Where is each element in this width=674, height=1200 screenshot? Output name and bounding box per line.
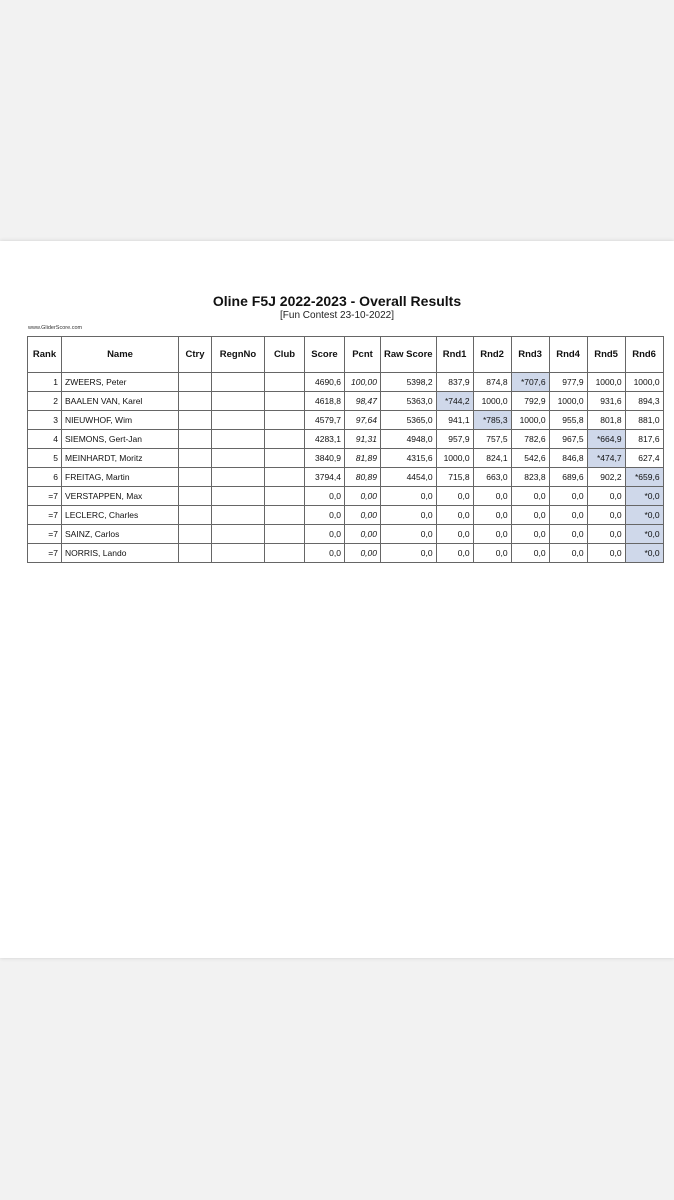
header-row — [28, 337, 664, 373]
round-3-cell: 0,0 — [511, 525, 549, 544]
col-header-rnd2: Rnd2 — [473, 337, 511, 373]
results-table — [27, 336, 664, 563]
table-row — [28, 430, 664, 449]
rank-cell: 6 — [28, 468, 62, 487]
round-1-cell: 715,8 — [436, 468, 473, 487]
round-5-cell: 0,0 — [587, 525, 625, 544]
round-5-cell: 0,0 — [587, 544, 625, 563]
raw-score-cell: 4948,0 — [381, 430, 437, 449]
round-1-cell: 837,9 — [436, 373, 473, 392]
percent-cell: 81,89 — [345, 449, 381, 468]
round-1-cell: 1000,0 — [436, 449, 473, 468]
score-cell: 0,0 — [305, 525, 345, 544]
pilot-name-cell: FREITAG, Martin — [62, 468, 179, 487]
score-cell: 3840,9 — [305, 449, 345, 468]
round-3-cell: 542,6 — [511, 449, 549, 468]
raw-score-cell: 4315,6 — [381, 449, 437, 468]
round-4-cell: 846,8 — [549, 449, 587, 468]
col-header-rank: Rank — [28, 337, 62, 373]
club-cell — [265, 373, 305, 392]
pilot-name-cell: NORRIS, Lando — [62, 544, 179, 563]
round-2-cell: *785,3 — [473, 411, 511, 430]
round-4-cell: 0,0 — [549, 525, 587, 544]
pilot-name-cell: VERSTAPPEN, Max — [62, 487, 179, 506]
round-4-cell: 967,5 — [549, 430, 587, 449]
regn-no-cell — [212, 525, 265, 544]
source-credit: www.GliderScore.com — [28, 325, 83, 331]
round-1-cell: 0,0 — [436, 525, 473, 544]
country-cell — [179, 411, 212, 430]
club-cell — [265, 506, 305, 525]
rank-cell: 1 — [28, 373, 62, 392]
round-2-cell: 0,0 — [473, 506, 511, 525]
col-header-raw-score: Raw Score — [381, 337, 437, 373]
score-cell: 4283,1 — [305, 430, 345, 449]
table-row — [28, 487, 664, 506]
pilot-name-cell: SAINZ, Carlos — [62, 525, 179, 544]
table-row — [28, 392, 664, 411]
round-6-cell: *659,6 — [625, 468, 663, 487]
col-header-rnd5: Rnd5 — [587, 337, 625, 373]
table-row — [28, 544, 664, 563]
regn-no-cell — [212, 449, 265, 468]
regn-no-cell — [212, 506, 265, 525]
percent-cell: 0,00 — [345, 525, 381, 544]
rank-cell: =7 — [28, 525, 62, 544]
raw-score-cell: 0,0 — [381, 506, 437, 525]
round-2-cell: 874,8 — [473, 373, 511, 392]
round-6-cell: *0,0 — [625, 487, 663, 506]
col-header-rnd6: Rnd6 — [625, 337, 663, 373]
club-cell — [265, 525, 305, 544]
round-4-cell: 689,6 — [549, 468, 587, 487]
raw-score-cell: 5365,0 — [381, 411, 437, 430]
round-6-cell: *0,0 — [625, 525, 663, 544]
round-6-cell: 817,6 — [625, 430, 663, 449]
regn-no-cell — [212, 411, 265, 430]
raw-score-cell: 0,0 — [381, 487, 437, 506]
club-cell — [265, 411, 305, 430]
round-3-cell: 1000,0 — [511, 411, 549, 430]
score-cell: 4579,7 — [305, 411, 345, 430]
club-cell — [265, 449, 305, 468]
results-body — [28, 373, 664, 563]
percent-cell: 80,89 — [345, 468, 381, 487]
country-cell — [179, 544, 212, 563]
percent-cell: 0,00 — [345, 487, 381, 506]
round-5-cell: *664,9 — [587, 430, 625, 449]
country-cell — [179, 506, 212, 525]
col-header-name: Name — [62, 337, 179, 373]
pilot-name-cell: LECLERC, Charles — [62, 506, 179, 525]
score-cell: 0,0 — [305, 487, 345, 506]
country-cell — [179, 487, 212, 506]
round-5-cell: 1000,0 — [587, 373, 625, 392]
round-2-cell: 0,0 — [473, 525, 511, 544]
round-5-cell: *474,7 — [587, 449, 625, 468]
percent-cell: 0,00 — [345, 506, 381, 525]
rank-cell: =7 — [28, 487, 62, 506]
club-cell — [265, 430, 305, 449]
round-5-cell: 931,6 — [587, 392, 625, 411]
round-5-cell: 0,0 — [587, 506, 625, 525]
table-row — [28, 411, 664, 430]
rank-cell: 2 — [28, 392, 62, 411]
round-1-cell: 0,0 — [436, 544, 473, 563]
pilot-name-cell: ZWEERS, Peter — [62, 373, 179, 392]
percent-cell: 97,64 — [345, 411, 381, 430]
round-5-cell: 902,2 — [587, 468, 625, 487]
round-6-cell: *0,0 — [625, 506, 663, 525]
round-1-cell: 0,0 — [436, 506, 473, 525]
col-header-pcnt: Pcnt — [345, 337, 381, 373]
round-5-cell: 0,0 — [587, 487, 625, 506]
rank-cell: =7 — [28, 544, 62, 563]
round-4-cell: 0,0 — [549, 544, 587, 563]
score-cell: 0,0 — [305, 506, 345, 525]
round-3-cell: 0,0 — [511, 544, 549, 563]
score-cell: 4690,6 — [305, 373, 345, 392]
col-header-club: Club — [265, 337, 305, 373]
round-6-cell: 881,0 — [625, 411, 663, 430]
round-6-cell: 894,3 — [625, 392, 663, 411]
regn-no-cell — [212, 373, 265, 392]
raw-score-cell: 5363,0 — [381, 392, 437, 411]
round-3-cell: 0,0 — [511, 506, 549, 525]
table-row — [28, 506, 664, 525]
country-cell — [179, 373, 212, 392]
round-2-cell: 0,0 — [473, 487, 511, 506]
percent-cell: 98,47 — [345, 392, 381, 411]
score-cell: 4618,8 — [305, 392, 345, 411]
round-1-cell: 941,1 — [436, 411, 473, 430]
raw-score-cell: 0,0 — [381, 525, 437, 544]
country-cell — [179, 525, 212, 544]
regn-no-cell — [212, 487, 265, 506]
table-row — [28, 373, 664, 392]
pilot-name-cell: BAALEN VAN, Karel — [62, 392, 179, 411]
results-document — [0, 241, 674, 958]
raw-score-cell: 0,0 — [381, 544, 437, 563]
country-cell — [179, 449, 212, 468]
table-row — [28, 449, 664, 468]
score-cell: 0,0 — [305, 544, 345, 563]
contest-subtitle: [Fun Contest 23-10-2022] — [280, 310, 394, 321]
round-3-cell: 782,6 — [511, 430, 549, 449]
regn-no-cell — [212, 392, 265, 411]
percent-cell: 100,00 — [345, 373, 381, 392]
col-header-score: Score — [305, 337, 345, 373]
country-cell — [179, 468, 212, 487]
round-3-cell: 823,8 — [511, 468, 549, 487]
percent-cell: 0,00 — [345, 544, 381, 563]
col-header-rnd1: Rnd1 — [436, 337, 473, 373]
round-1-cell: 957,9 — [436, 430, 473, 449]
round-5-cell: 801,8 — [587, 411, 625, 430]
round-1-cell: *744,2 — [436, 392, 473, 411]
col-header-rnd4: Rnd4 — [549, 337, 587, 373]
regn-no-cell — [212, 468, 265, 487]
round-2-cell: 663,0 — [473, 468, 511, 487]
round-6-cell: *0,0 — [625, 544, 663, 563]
country-cell — [179, 430, 212, 449]
percent-cell: 91,31 — [345, 430, 381, 449]
round-4-cell: 955,8 — [549, 411, 587, 430]
country-cell — [179, 392, 212, 411]
raw-score-cell: 5398,2 — [381, 373, 437, 392]
round-6-cell: 1000,0 — [625, 373, 663, 392]
round-3-cell: 0,0 — [511, 487, 549, 506]
round-4-cell: 1000,0 — [549, 392, 587, 411]
round-4-cell: 0,0 — [549, 506, 587, 525]
club-cell — [265, 468, 305, 487]
round-2-cell: 0,0 — [473, 544, 511, 563]
table-row — [28, 468, 664, 487]
rank-cell: 4 — [28, 430, 62, 449]
round-3-cell: *707,6 — [511, 373, 549, 392]
round-6-cell: 627,4 — [625, 449, 663, 468]
club-cell — [265, 487, 305, 506]
regn-no-cell — [212, 430, 265, 449]
col-header-ctry: Ctry — [179, 337, 212, 373]
table-row — [28, 525, 664, 544]
round-2-cell: 824,1 — [473, 449, 511, 468]
pilot-name-cell: NIEUWHOF, Wim — [62, 411, 179, 430]
page-title: Oline F5J 2022-2023 - Overall Results — [212, 293, 462, 309]
round-1-cell: 0,0 — [436, 487, 473, 506]
round-4-cell: 977,9 — [549, 373, 587, 392]
regn-no-cell — [212, 544, 265, 563]
round-2-cell: 1000,0 — [473, 392, 511, 411]
rank-cell: 3 — [28, 411, 62, 430]
round-3-cell: 792,9 — [511, 392, 549, 411]
score-cell: 3794,4 — [305, 468, 345, 487]
club-cell — [265, 544, 305, 563]
raw-score-cell: 4454,0 — [381, 468, 437, 487]
round-4-cell: 0,0 — [549, 487, 587, 506]
pilot-name-cell: SIEMONS, Gert-Jan — [62, 430, 179, 449]
col-header-regnno: RegnNo — [212, 337, 265, 373]
round-2-cell: 757,5 — [473, 430, 511, 449]
pilot-name-cell: MEINHARDT, Moritz — [62, 449, 179, 468]
club-cell — [265, 392, 305, 411]
rank-cell: =7 — [28, 506, 62, 525]
rank-cell: 5 — [28, 449, 62, 468]
col-header-rnd3: Rnd3 — [511, 337, 549, 373]
